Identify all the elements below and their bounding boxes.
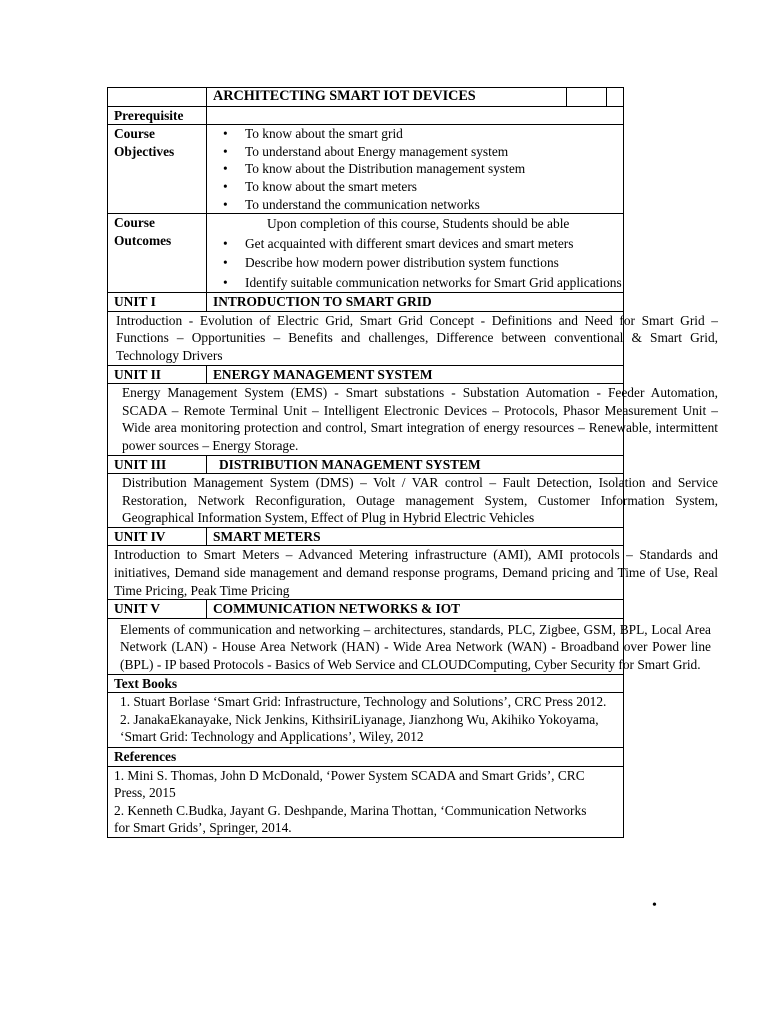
prerequisite-value	[207, 106, 624, 125]
unit-body-cell	[108, 311, 718, 365]
unit-body: Elements of communication and networking – architectures, standards, PLC, Zigbee, GSM, BPL, Local Area Network (LAN) - House Area Network (HAN) - Wide Area Network (WAN) - Broadband over Power line (BPL) - IP based Protocols - Basics of Web Service and CLOUDComputing, Cyber Security for Smart Grid.	[120, 621, 711, 673]
unit-label: UNIT I	[108, 293, 207, 312]
unit-4-body-row	[108, 546, 624, 600]
syllabus-table	[107, 87, 718, 838]
stray-bullet: •	[652, 898, 657, 913]
objective-item: • To know about the smart meters	[245, 178, 623, 196]
outcomes-label: Course Outcomes	[108, 214, 207, 293]
outcomes-row	[108, 214, 624, 293]
title-row	[108, 88, 624, 107]
prerequisite-row	[108, 106, 624, 125]
unit-1-body-row	[108, 311, 624, 365]
unit-body-cell	[108, 384, 718, 455]
references-row	[108, 766, 624, 837]
credit-cell-1	[567, 88, 607, 107]
outcome-item: • Get acquainted with different smart devices and smart meters	[245, 234, 623, 254]
unit-3-header	[108, 455, 624, 474]
reference-line: Press, 2015	[114, 785, 176, 801]
prerequisite-label: Prerequisite	[108, 106, 207, 125]
textbook-line: 1. Stuart Borlase ‘Smart Grid: Infrastructure, Technology and Solutions’, CRC Press 2012.	[120, 694, 607, 710]
unit-body-cell	[108, 618, 711, 674]
textbooks-label: Text Books	[108, 674, 624, 693]
unit-3-body-row	[108, 474, 624, 528]
unit-2-header	[108, 365, 624, 384]
unit-5-header	[108, 600, 624, 619]
textbook-line: 2. JanakaEkanayake, Nick Jenkins, KithsiriLiyanage, Jianzhong Wu, Akihiko Yokoyama,	[120, 711, 599, 727]
unit-title: INTRODUCTION TO SMART GRID	[207, 293, 624, 312]
unit-body-cell	[108, 474, 718, 528]
outcome-item: • Identify suitable communication networks for Smart Grid applications	[245, 273, 623, 293]
unit-title: COMMUNICATION NETWORKS & IOT	[207, 600, 624, 619]
outcomes-list	[213, 234, 623, 293]
unit-body: Distribution Management System (DMS) – Volt / VAR control – Fault Detection, Isolation and Service Restoration, Network Reconfiguration, Outage management System, Customer Information System, Geographical Information System, Effect of Plug in Hybrid Electric Vehicles	[122, 475, 718, 526]
reference-line: 1. Mini S. Thomas, John D McDonald, ‘Power System SCADA and Smart Grids’, CRC	[114, 767, 585, 783]
unit-title: SMART METERS	[207, 527, 624, 546]
objectives-row	[108, 125, 624, 214]
unit-body: Introduction to Smart Meters – Advanced Metering infrastructure (AMI), AMI protocols – Standards and initiatives, Demand side management and demand response programs, Demand pricing and Time of Use, Real Time Pricing, Peak Time Pricing	[114, 547, 718, 598]
title-blank-cell	[108, 88, 207, 107]
unit-body-cell	[108, 546, 718, 600]
textbooks-header-row	[108, 674, 624, 693]
objectives-label: Course Objectives	[108, 125, 207, 214]
outcomes-intro: Upon completion of this course, Students should be able	[267, 216, 570, 232]
unit-label: UNIT II	[108, 365, 207, 384]
unit-body: Energy Management System (EMS) - Smart substations - Substation Automation - Feeder Automation, SCADA – Remote Terminal Unit – Intelligent Electronic Devices – Protocols, Phasor Measurement Unit – Wide area monitoring protection and control, Smart integration of energy resources – Renewable, intermittent power sources – Energy Storage.	[122, 385, 718, 453]
textbooks-row	[108, 693, 624, 748]
objective-item: • To understand the communication networks	[245, 196, 623, 214]
unit-2-body-row	[108, 384, 624, 455]
objectives-cell	[207, 125, 624, 214]
textbooks-cell	[108, 693, 624, 748]
unit-4-header	[108, 527, 624, 546]
references-cell	[108, 766, 624, 837]
unit-title: DISTRIBUTION MANAGEMENT SYSTEM	[207, 455, 624, 474]
unit-label: UNIT III	[108, 455, 207, 474]
references-header-row	[108, 748, 624, 767]
references-label: References	[108, 748, 624, 767]
objectives-list	[213, 125, 623, 213]
unit-label: UNIT V	[108, 600, 207, 619]
unit-5-body-row	[108, 618, 624, 674]
reference-line: 2. Kenneth C.Budka, Jayant G. Deshpande, Marina Thottan, ‘Communication Networks	[114, 802, 587, 818]
objective-item: • To know about the Distribution management system	[245, 160, 623, 178]
unit-1-header	[108, 293, 624, 312]
outcomes-cell	[207, 214, 624, 293]
objective-item: • To know about the smart grid	[245, 125, 623, 143]
course-title: ARCHITECTING SMART IOT DEVICES	[207, 88, 567, 107]
unit-title: ENERGY MANAGEMENT SYSTEM	[207, 365, 624, 384]
textbook-line: ‘Smart Grid: Technology and Applications’, Wiley, 2012	[120, 729, 424, 745]
unit-label: UNIT IV	[108, 527, 207, 546]
objective-item: • To understand about Energy management system	[245, 143, 623, 161]
credit-cell-2	[607, 88, 624, 107]
reference-line: for Smart Grids’, Springer, 2014.	[114, 820, 292, 836]
outcome-item: • Describe how modern power distribution system functions	[245, 253, 623, 273]
unit-body: Introduction - Evolution of Electric Grid, Smart Grid Concept - Definitions and Need for Smart Grid – Functions – Opportunities – Benefits and challenges, Difference between conventional & Smart Grid, Technology Drivers	[116, 312, 718, 363]
